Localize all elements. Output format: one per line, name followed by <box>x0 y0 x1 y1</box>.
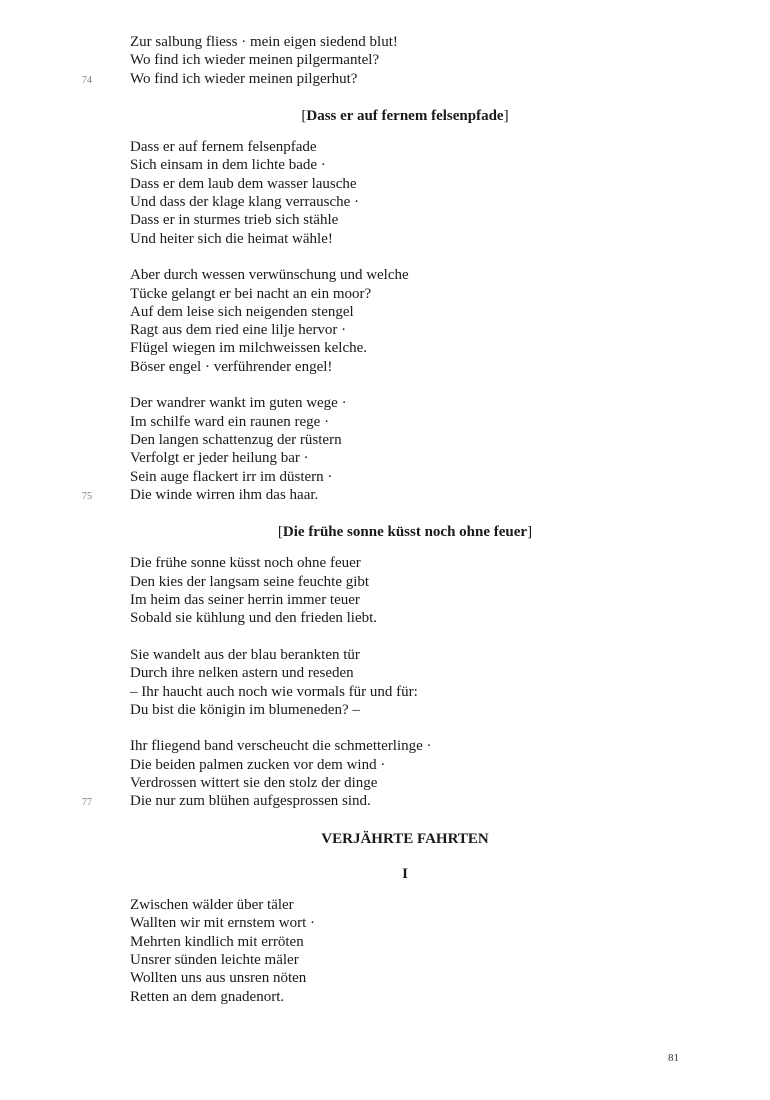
verse-line: Im heim das seiner herrin immer teuer <box>130 592 360 609</box>
verse-line: Ihr fliegend band verscheucht die schmetterlinge · <box>130 738 432 755</box>
verse-line: Ragt aus dem ried eine lilje hervor · <box>130 322 347 339</box>
verse-line: Im schilfe ward ein raunen rege · <box>130 413 330 430</box>
verse-line: Dass er auf fernem felsenpfade <box>130 139 317 156</box>
section-title: VERJÄHRTE FAHRTEN <box>321 830 489 847</box>
verse-line: Der wandrer wankt im guten wege · <box>130 395 347 412</box>
verse-line: Sich einsam in dem lichte bade · <box>130 157 326 174</box>
verse-line: Den kies der langsam seine feuchte gibt <box>130 573 370 590</box>
verse-line: Und heiter sich die heimat wähle! <box>130 230 333 247</box>
verse-line: Zwischen wälder über täler <box>130 897 294 914</box>
verse-line: Retten an dem gnadenort. <box>130 988 285 1005</box>
poem-title: [Dass er auf fernem felsenpfade] <box>301 107 509 124</box>
verse-line: Böser engel · verführender engel! <box>130 358 333 375</box>
line-number: 74 <box>82 74 92 86</box>
page-number: 81 <box>668 1052 679 1064</box>
poem-text-column <box>82 33 690 1006</box>
section-part-number: I <box>402 865 408 882</box>
verse-line: Du bist die königin im blumeneden? – <box>130 701 360 718</box>
verse-line: Tücke gelangt er bei nacht an ein moor? <box>130 285 372 302</box>
verse-line: Dass er dem laub dem wasser lausche <box>130 175 357 192</box>
verse-line: Die frühe sonne küsst noch ohne feuer <box>130 555 361 572</box>
line-number: 77 <box>82 797 92 809</box>
verse-line: Durch ihre nelken astern und reseden <box>130 665 354 682</box>
verse-line: – Ihr haucht auch noch wie vormals für und für: <box>130 683 418 700</box>
verse-line: Wo find ich wieder meinen pilgermantel? <box>130 52 380 69</box>
verse-line: 75 Die winde wirren ihm das haar. <box>130 486 690 504</box>
verse-line: 74 Wo find ich wieder meinen pilgerhut? <box>130 70 690 88</box>
verse-line: Mehrten kindlich mit erröten <box>130 933 304 950</box>
verse-line: Unsrer sünden leichte mäler <box>130 952 299 969</box>
verse-line: Sie wandelt aus der blau berankten tür <box>130 646 360 663</box>
verse-line: Verdrossen wittert sie den stolz der dinge <box>130 774 378 791</box>
line-number: 75 <box>82 490 92 502</box>
verse-line: 77 Die nur zum blühen aufgesprossen sind. <box>130 792 690 810</box>
verse-line: Den langen schattenzug der rüstern <box>130 431 342 448</box>
verse-line: Dass er in sturmes trieb sich stähle <box>130 212 339 229</box>
verse-line: Wallten wir mit ernstem wort · <box>130 915 315 932</box>
verse-line: Sein auge flackert irr im düstern · <box>130 468 333 485</box>
verse-line: Zur salbung fliess · mein eigen siedend blut! <box>130 34 398 50</box>
verse-line: Flügel wiegen im milchweissen kelche. <box>130 340 368 357</box>
verse-line: Die beiden palmen zucken vor dem wind · <box>130 756 386 773</box>
poem-title: [Die frühe sonne küsst noch ohne feuer] <box>277 524 533 541</box>
verse-line: Wollten uns aus unsren nöten <box>130 970 307 987</box>
verse-line: Verfolgt er jeder heilung bar · <box>130 450 309 467</box>
verse-line: Aber durch wessen verwünschung und welche <box>130 267 409 284</box>
verse-line: Sobald sie kühlung und den frieden liebt. <box>130 610 378 627</box>
verse-line: Und dass der klage klang verrausche · <box>130 194 360 211</box>
verse-line: Auf dem leise sich neigenden stengel <box>130 303 354 320</box>
